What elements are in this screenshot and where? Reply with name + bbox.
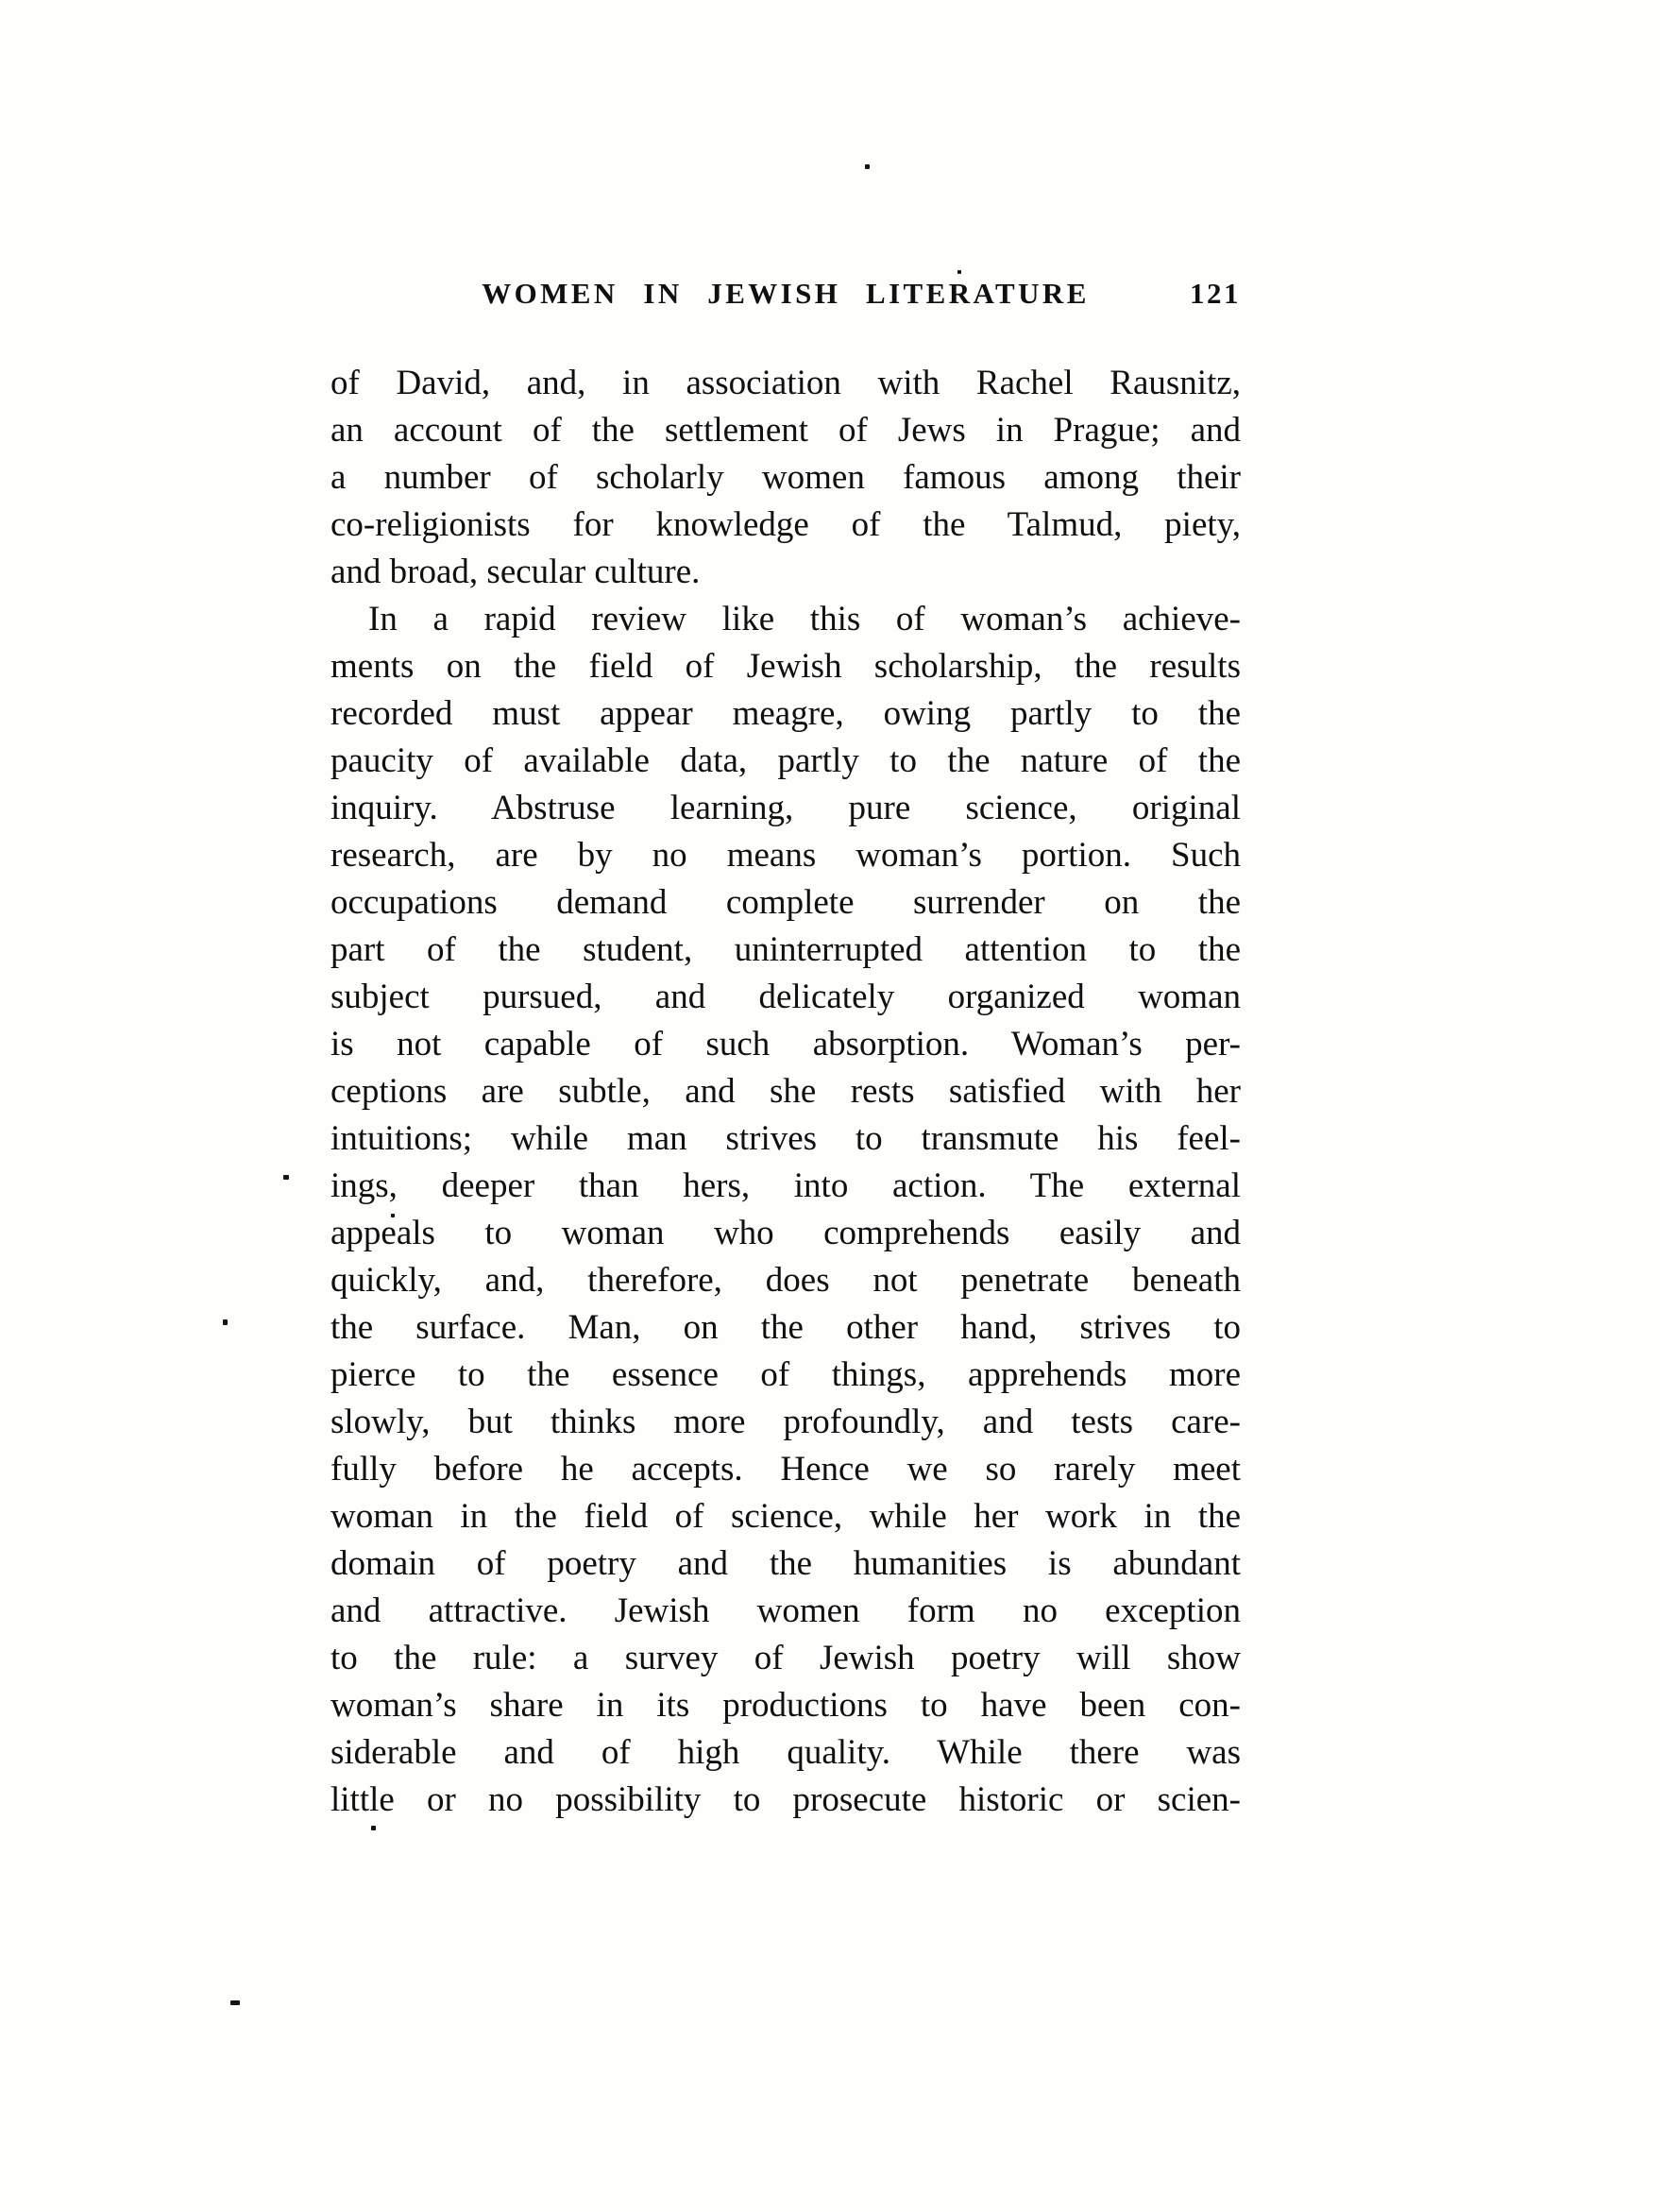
text-line: of David, and, in association with Rachel Rausnitz, (330, 364, 1241, 402)
text-line: ments on the field of Jewish scholarship, the results (330, 647, 1241, 686)
page-header (330, 277, 1241, 316)
scan-speck (223, 1319, 228, 1325)
text-line: co-religionists for knowledge of the Talmud, piety, (330, 505, 1241, 544)
paragraph-1 (330, 360, 1241, 596)
running-title: WOMEN IN JEWISH LITERATURE (482, 277, 1090, 310)
text-line: and attractive. Jewish women form no exception (330, 1591, 1241, 1630)
text-line: the surface. Man, on the other hand, strives to (330, 1308, 1241, 1347)
text-line: slowly, but thinks more profoundly, and tests care- (330, 1403, 1241, 1441)
text-line: a number of scholarly women famous among their (330, 458, 1241, 497)
text-line: siderable and of high quality. While there was (330, 1733, 1241, 1772)
paragraph-2 (330, 596, 1241, 1824)
text-line: part of the student, uninterrupted attention to the (330, 930, 1241, 969)
text-line: is not capable of such absorption. Woman’s per- (330, 1025, 1241, 1063)
text-line: In a rapid review like this of woman’s achieve- (368, 600, 1241, 638)
page-number: 121 (1190, 277, 1241, 310)
scan-speck (283, 1175, 289, 1180)
text-line: fully before he accepts. Hence we so rarely meet (330, 1450, 1241, 1489)
scan-speck (230, 2000, 240, 2005)
text-line: and broad, secular culture. (330, 553, 701, 591)
text-line: woman in the field of science, while her work in the (330, 1497, 1241, 1536)
text-line: research, are by no means woman’s portion. Such (330, 836, 1241, 875)
scan-speck (957, 270, 961, 274)
text-line: ceptions are subtle, and she rests satisfied with her (330, 1072, 1241, 1111)
text-line: occupations demand complete surrender on the (330, 883, 1241, 922)
text-line: appeals to woman who comprehends easily and (330, 1214, 1241, 1252)
text-line: to the rule: a survey of Jewish poetry will show (330, 1639, 1241, 1677)
text-line: inquiry. Abstruse learning, pure science, original (330, 789, 1241, 827)
scan-speck (865, 164, 870, 169)
text-line: an account of the settlement of Jews in Prague; and (330, 411, 1241, 450)
text-line: pierce to the essence of things, apprehends more (330, 1355, 1241, 1394)
text-line: intuitions; while man strives to transmute his feel- (330, 1119, 1241, 1158)
scan-speck (371, 1826, 376, 1830)
body-text (330, 360, 1241, 1824)
text-line: little or no possibility to prosecute historic or scien- (330, 1780, 1241, 1819)
text-line: paucity of available data, partly to the nature of the (330, 741, 1241, 780)
text-line: subject pursued, and delicately organized woman (330, 978, 1241, 1016)
text-line: ings, deeper than hers, into action. The external (330, 1166, 1241, 1205)
text-line: woman’s share in its productions to have been con- (330, 1686, 1241, 1725)
text-line: domain of poetry and the humanities is abundant (330, 1544, 1241, 1583)
text-line: quickly, and, therefore, does not penetrate beneath (330, 1261, 1241, 1300)
text-line: recorded must appear meagre, owing partly to the (330, 694, 1241, 733)
